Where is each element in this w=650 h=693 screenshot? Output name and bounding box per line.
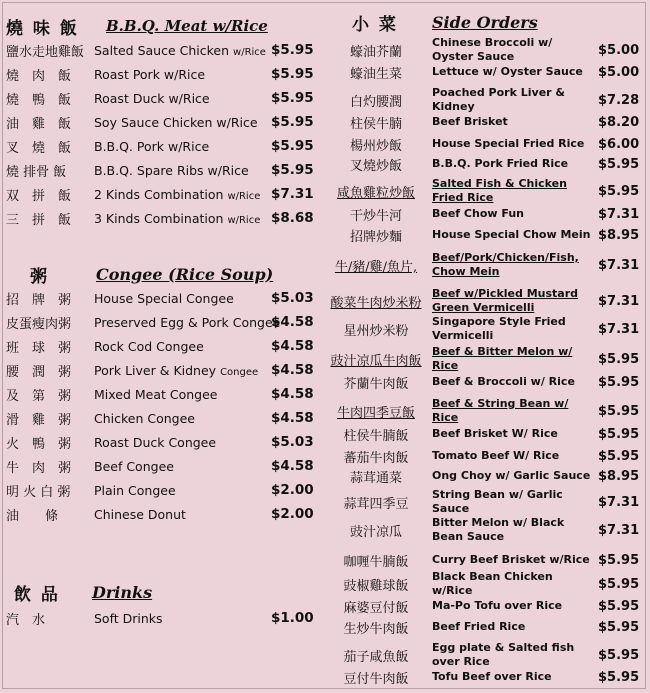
side-item-chinese-name: 干炒牛河: [349, 208, 402, 224]
bbq-item-price: $7.31: [271, 186, 314, 202]
side-item-chinese-name: 豉椒雞球飯: [343, 578, 409, 594]
bbq-menu-item: [0, 112, 318, 132]
side-menu-item: [320, 667, 650, 687]
side-item-english-name: Chinese Broccoli w/ Oyster Sauce: [432, 36, 553, 63]
bbq-item-chinese-name: 鹽水走地雞飯: [6, 44, 85, 60]
congee-item-chinese-name: 滑 雞 粥: [6, 412, 72, 428]
bbq-item-english-name: [94, 91, 210, 106]
drinks-menu-item: [0, 608, 318, 628]
side-title-zh: 小 菜: [352, 14, 398, 35]
side-item-price: $6.00: [598, 136, 640, 152]
congee-item-english-name: [94, 315, 280, 330]
bbq-item-english-suffix: w/Rice: [227, 214, 261, 226]
side-item-price: $7.31: [598, 321, 640, 337]
side-menu-item: [320, 424, 650, 444]
side-item-price: $5.95: [598, 183, 640, 199]
bbq-item-price: $5.95: [271, 114, 314, 130]
bbq-menu-item: [0, 40, 318, 60]
congee-item-english-name: [94, 387, 218, 402]
side-menu-item: [320, 62, 650, 82]
side-menu-item: [320, 286, 650, 316]
side-item-price: $5.95: [598, 448, 640, 464]
drinks-item-english-name: [94, 611, 163, 626]
side-item-chinese-name: 叉燒炒飯: [349, 158, 402, 174]
side-menu-item: [320, 570, 650, 597]
bbq-item-price: $5.95: [271, 66, 314, 82]
side-item-chinese-name: 豉汁凉瓜: [349, 524, 402, 540]
bbq-item-chinese-name: 燒 鴨 飯: [6, 92, 72, 108]
side-item-price: $5.95: [598, 669, 640, 685]
congee-item-english-main: Chinese Donut: [94, 506, 186, 522]
side-item-english-name: Beef Chow Fun: [432, 207, 525, 220]
side-item-price: $7.31: [598, 522, 640, 538]
side-item-english-name: Beef & Bitter Melon w/ Rice: [432, 345, 573, 372]
side-item-price: $7.31: [598, 293, 640, 309]
congee-item-chinese-name: 牛 肉 粥: [6, 460, 72, 476]
side-menu-item: [320, 372, 650, 392]
side-menu-item: [320, 596, 650, 616]
congee-item-english-main: Roast Duck Congee: [94, 434, 217, 450]
congee-item-english-name: [94, 507, 186, 522]
side-item-price: $5.95: [598, 351, 640, 367]
congee-item-price: $4.58: [271, 458, 314, 474]
bbq-item-price: $5.95: [271, 90, 314, 106]
bbq-section-header: [6, 14, 268, 39]
side-item-price: $5.95: [598, 403, 640, 419]
side-menu-item: [320, 204, 650, 224]
side-item-price: $5.95: [598, 598, 640, 614]
congee-item-price: $4.58: [271, 362, 314, 378]
side-menu-item: [320, 515, 650, 545]
congee-item-english-main: Rock Cod Congee: [94, 338, 204, 354]
congee-item-english-main: Pork Liver & Kidney: [94, 362, 217, 378]
side-item-english-name: String Bean w/ Garlic Sauce: [432, 488, 563, 515]
congee-item-english-name: [94, 291, 234, 306]
side-item-chinese-name: 蠔油生菜: [349, 66, 402, 82]
bbq-item-chinese-name: 三 拼 飯: [6, 212, 72, 228]
bbq-item-english-main: 3 Kinds Combination: [94, 210, 224, 226]
congee-section-header: [30, 262, 274, 287]
congee-item-english-main: House Special Congee: [94, 290, 234, 306]
congee-item-english-name: [94, 435, 216, 450]
side-menu-item: [320, 314, 650, 344]
side-menu-item: [320, 617, 650, 637]
side-item-price: $5.95: [598, 426, 640, 442]
side-menu-item: [320, 154, 650, 174]
bbq-item-english-name: [94, 163, 249, 178]
side-item-chinese-name: 芥蘭牛肉飯: [343, 376, 409, 392]
congee-item-price: $4.58: [271, 314, 314, 330]
bbq-item-english-main: 2 Kinds Combination: [94, 186, 224, 202]
bbq-menu-item: [0, 184, 318, 204]
congee-item-price: $2.00: [271, 482, 314, 498]
side-item-chinese-name: 白灼腰潤: [349, 94, 402, 110]
side-item-chinese-name: 星州炒米粉: [343, 323, 409, 339]
bbq-item-english-main: B.B.Q. Pork w/Rice: [94, 138, 210, 154]
congee-item-price: $2.00: [271, 506, 314, 522]
side-item-chinese-name: 咸魚雞粒炒飯: [336, 185, 415, 201]
side-item-english-name: Bitter Melon w/ Black Bean Sauce: [432, 516, 565, 543]
side-item-chinese-name: 蒜茸通菜: [349, 470, 402, 486]
side-item-english-name: Beef & String Bean w/ Rice: [432, 397, 569, 424]
bbq-item-english-name: [94, 115, 258, 130]
side-menu-item: [320, 344, 650, 374]
congee-item-english-name: [94, 483, 176, 498]
side-menu-item: [320, 85, 650, 115]
bbq-item-english-name: [94, 139, 209, 154]
congee-item-price: $5.03: [271, 434, 314, 450]
congee-item-price: $5.03: [271, 290, 314, 306]
bbq-item-english-main: Roast Pork w/Rice: [94, 66, 206, 82]
congee-item-english-main: Plain Congee: [94, 482, 176, 498]
side-item-english-name: Salted Fish & Chicken Fried Rice: [432, 177, 567, 204]
side-menu-item: [320, 112, 650, 132]
congee-item-chinese-name: 及 第 粥: [6, 388, 72, 404]
congee-menu-item: [0, 360, 318, 380]
side-item-english-name: B.B.Q. Pork Fried Rice: [432, 157, 569, 170]
side-item-english-name: Beef & Broccoli w/ Rice: [432, 375, 575, 388]
side-item-price: $5.95: [598, 576, 640, 592]
side-item-price: $5.95: [598, 647, 640, 663]
bbq-item-english-suffix: w/Rice: [227, 190, 261, 202]
bbq-menu-item: [0, 160, 318, 180]
bbq-menu-item: [0, 136, 318, 156]
congee-item-english-name: [94, 339, 204, 354]
congee-item-chinese-name: 招 牌 粥: [6, 292, 72, 308]
bbq-item-english-name: [94, 187, 260, 202]
bbq-item-english-name: [94, 211, 260, 226]
side-menu-item: [320, 176, 650, 206]
side-menu-item: [320, 134, 650, 154]
side-item-chinese-name: 咖喱牛腩飯: [343, 554, 409, 570]
bbq-item-english-suffix: w/Rice: [233, 46, 266, 58]
side-item-price: $5.00: [598, 42, 640, 58]
congee-item-english-name: [94, 363, 258, 378]
congee-item-chinese-name: 班 球 粥: [6, 340, 72, 356]
congee-item-english-main: Mixed Meat Congee: [94, 386, 218, 402]
side-item-english-name: Ong Choy w/ Garlic Sauce: [432, 469, 591, 482]
side-item-price: $7.31: [598, 257, 640, 273]
congee-menu-item: [0, 288, 318, 308]
bbq-item-english-main: Salted Sauce Chicken: [94, 42, 230, 58]
side-item-price: $5.95: [598, 552, 640, 568]
bbq-item-chinese-name: 燒 排骨 飯: [6, 164, 67, 180]
side-item-price: $5.95: [598, 156, 640, 172]
side-item-chinese-name: 招牌炒麵: [349, 229, 402, 245]
side-item-chinese-name: 豉汁凉瓜牛肉飯: [330, 353, 422, 369]
side-item-price: $7.28: [598, 92, 640, 108]
side-menu-item: [320, 250, 650, 280]
congee-item-english-main: Beef Congee: [94, 458, 174, 474]
congee-item-chinese-name: 皮蛋瘦肉粥: [6, 316, 72, 332]
bbq-item-english-main: Soy Sauce Chicken w/Rice: [94, 114, 258, 130]
congee-menu-item: [0, 456, 318, 476]
congee-item-english-main: Chicken Congee: [94, 410, 195, 426]
side-item-chinese-name: 蠔油芥蘭: [349, 44, 402, 60]
congee-item-english-name: [94, 459, 174, 474]
drinks-title-zh: 飲 品: [14, 584, 60, 605]
side-item-chinese-name: 柱侯牛腩: [349, 116, 402, 132]
side-item-chinese-name: 蕃茄牛肉飯: [343, 450, 409, 466]
side-title-en: Side Orders: [432, 12, 538, 32]
side-item-price: $7.31: [598, 206, 640, 222]
congee-menu-item: [0, 336, 318, 356]
congee-item-chinese-name: 火 鴨 粥: [6, 436, 72, 452]
bbq-item-price: $5.95: [271, 138, 314, 154]
bbq-item-chinese-name: 燒 肉 飯: [6, 68, 72, 84]
congee-title-en: Congee (Rice Soup): [96, 264, 274, 284]
bbq-item-english-name: [94, 43, 266, 58]
bbq-menu-item: [0, 88, 318, 108]
side-menu-item: [320, 487, 650, 517]
drinks-title-en: Drinks: [92, 582, 153, 602]
congee-title-zh: 粥: [30, 266, 49, 287]
bbq-title-zh: 燒 味 飯: [6, 18, 79, 39]
congee-menu-item: [0, 408, 318, 428]
side-item-english-name: Ma-Po Tofu over Rice: [432, 599, 563, 612]
side-item-price: $5.00: [598, 64, 640, 80]
drinks-item-price: $1.00: [271, 610, 314, 626]
side-item-english-name: House Special Fried Rice: [432, 137, 585, 150]
drinks-section-header: [14, 580, 153, 605]
bbq-item-english-main: Roast Duck w/Rice: [94, 90, 210, 106]
side-menu-item: [320, 396, 650, 426]
side-item-chinese-name: 蒜茸四季豆: [343, 496, 409, 512]
side-item-chinese-name: 生炒牛肉飯: [343, 621, 409, 637]
congee-item-english-main: Preserved Egg & Pork Congee: [94, 314, 281, 330]
congee-item-chinese-name: 明 火 白 粥: [6, 484, 71, 500]
side-item-english-name: House Special Chow Mein: [432, 228, 591, 241]
side-item-english-name: Singapore Style Fried Vermicelli: [432, 315, 566, 342]
congee-menu-item: [0, 432, 318, 452]
side-item-price: $5.95: [598, 619, 640, 635]
bbq-item-price: $5.95: [271, 42, 314, 58]
congee-item-english-suffix: Congee: [220, 366, 259, 378]
side-item-price: $7.31: [598, 494, 640, 510]
side-item-price: $8.95: [598, 227, 640, 243]
bbq-title-en: B.B.Q. Meat w/Rice: [106, 17, 268, 35]
side-item-chinese-name: 酸菜牛肉炒米粉: [330, 295, 422, 311]
bbq-item-english-name: [94, 67, 205, 82]
congee-item-chinese-name: 腰 潤 粥: [6, 364, 72, 380]
side-menu-item: [320, 225, 650, 245]
drinks-item-english-main: Soft Drinks: [94, 610, 163, 626]
congee-menu-item: [0, 480, 318, 500]
side-item-english-name: Beef Brisket W/ Rice: [432, 427, 558, 440]
side-item-english-name: Tofu Beef over Rice: [432, 670, 552, 683]
bbq-menu-item: [0, 208, 318, 228]
side-item-english-name: Black Bean Chicken w/Rice: [432, 570, 553, 597]
bbq-item-chinese-name: 油 雞 飯: [6, 116, 72, 132]
congee-menu-item: [0, 384, 318, 404]
side-item-chinese-name: 麻婆豆付飯: [343, 600, 409, 616]
side-section-header: [352, 10, 538, 35]
side-item-chinese-name: 茄子咸魚飯: [343, 649, 409, 665]
bbq-item-english-main: B.B.Q. Spare Ribs w/Rice: [94, 162, 249, 178]
side-item-price: $8.95: [598, 468, 640, 484]
congee-menu-item: [0, 504, 318, 524]
side-item-english-name: Egg plate & Salted fish over Rice: [432, 641, 575, 668]
congee-item-price: $4.58: [271, 410, 314, 426]
side-item-english-name: Curry Beef Brisket w/Rice: [432, 553, 590, 566]
bbq-item-price: $8.68: [271, 210, 314, 226]
side-item-chinese-name: 柱侯牛腩飯: [343, 428, 409, 444]
side-item-price: $5.95: [598, 374, 640, 390]
side-item-chinese-name: 豆付牛肉飯: [343, 671, 409, 687]
side-item-chinese-name: 楊州炒飯: [349, 138, 402, 154]
congee-item-price: $4.58: [271, 386, 314, 402]
side-item-price: $8.20: [598, 114, 640, 130]
side-item-english-name: Beef w/Pickled Mustard Green Vermicelli: [432, 287, 579, 314]
side-menu-item: [320, 466, 650, 486]
side-item-english-name: Tomato Beef W/ Rice: [432, 449, 560, 462]
side-menu-item: [320, 36, 650, 64]
side-item-english-name: Beef/Pork/Chicken/Fish, Chow Mein: [432, 251, 579, 278]
side-item-english-name: Poached Pork Liver & Kidney: [432, 86, 566, 113]
bbq-menu-item: [0, 64, 318, 84]
drinks-item-chinese-name: 汽 水: [6, 612, 46, 628]
congee-item-price: $4.58: [271, 338, 314, 354]
congee-item-chinese-name: 油 條: [6, 508, 59, 524]
side-item-chinese-name: 牛/豬/雞/魚片,: [334, 259, 418, 275]
bbq-item-chinese-name: 双 拼 飯: [6, 188, 72, 204]
side-item-chinese-name: 牛肉四季豆飯: [336, 405, 415, 421]
side-menu-item: [320, 640, 650, 670]
congee-menu-item: [0, 312, 318, 332]
side-menu-item: [320, 446, 650, 466]
bbq-item-chinese-name: 叉 燒 飯: [6, 140, 72, 156]
side-item-english-name: Beef Fried Rice: [432, 620, 526, 633]
side-item-english-name: Lettuce w/ Oyster Sauce: [432, 65, 583, 78]
bbq-item-price: $5.95: [271, 162, 314, 178]
side-item-english-name: Beef Brisket: [432, 115, 508, 128]
congee-item-english-name: [94, 411, 195, 426]
